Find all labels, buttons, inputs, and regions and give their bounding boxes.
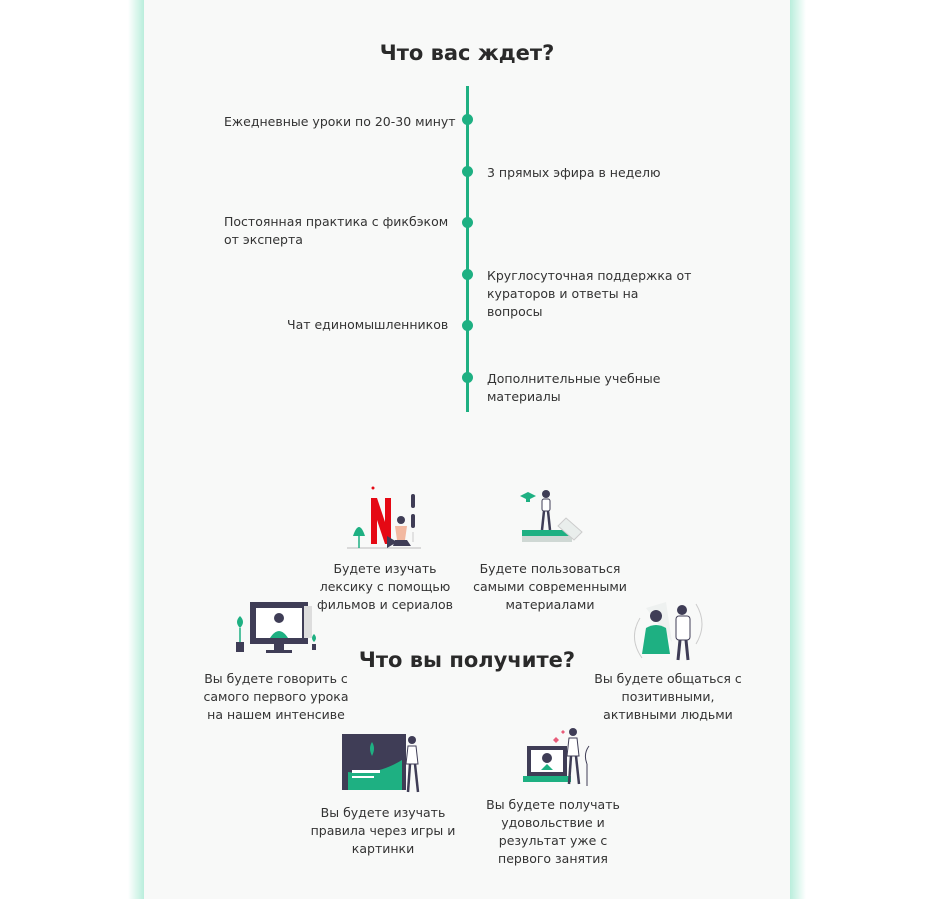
benefit-caption: Будете пользоваться самыми современными материалами: [473, 561, 627, 612]
benefit-caption: Вы будете получать удовольствие и результат уже с первого занятия: [486, 797, 620, 866]
timeline-title: Что вас ждет?: [379, 41, 555, 65]
benefits-title: Что вы получите?: [358, 648, 576, 672]
timeline-item-1: Ежедневные уроки по 20-30 минут: [224, 114, 456, 129]
timeline-dot: [462, 166, 473, 177]
graduation-book-icon: [510, 484, 590, 554]
page-side-glow-left: [128, 0, 144, 899]
timeline-line: [466, 86, 469, 412]
page-side-glow-right: [790, 0, 806, 899]
timeline-item-4: Круглосуточная поддержка от кураторов и ответы на вопросы: [487, 268, 692, 319]
video-call-icon: [230, 598, 322, 664]
timeline-item-5: Чат единомышленников: [287, 317, 449, 332]
benefit-item-movies: [305, 484, 465, 614]
timeline-dot: [462, 217, 473, 228]
timeline-dot: [462, 372, 473, 383]
benefit-item-results: [473, 724, 633, 868]
timeline-item-2: 3 прямых эфира в неделю: [487, 165, 661, 180]
timeline-dot: [462, 269, 473, 280]
benefit-item-games: [303, 730, 463, 858]
content-card: [144, 0, 790, 899]
movie-streaming-icon: [345, 484, 425, 554]
benefit-caption: Будете изучать лексику с помощью фильмов и сериалов: [317, 561, 453, 612]
benefit-item-speaking: [196, 598, 356, 724]
online-lesson-icon: [507, 724, 599, 790]
timeline-item-3: Постоянная практика с фикбэком от эксперта: [224, 214, 449, 247]
benefit-caption: Вы будете общаться с позитивными, активными людьми: [594, 671, 742, 722]
people-talking-icon: [626, 598, 710, 664]
benefit-caption: Вы будете изучать правила через игры и картинки: [310, 805, 456, 856]
benefit-caption: Вы будете говорить с самого первого урока на нашем интенсиве: [203, 671, 349, 722]
benefit-item-communication: [588, 598, 748, 724]
presentation-board-icon: [338, 730, 428, 798]
timeline-item-6: Дополнительные учебные материалы: [487, 371, 661, 404]
benefit-item-materials: [470, 484, 630, 614]
